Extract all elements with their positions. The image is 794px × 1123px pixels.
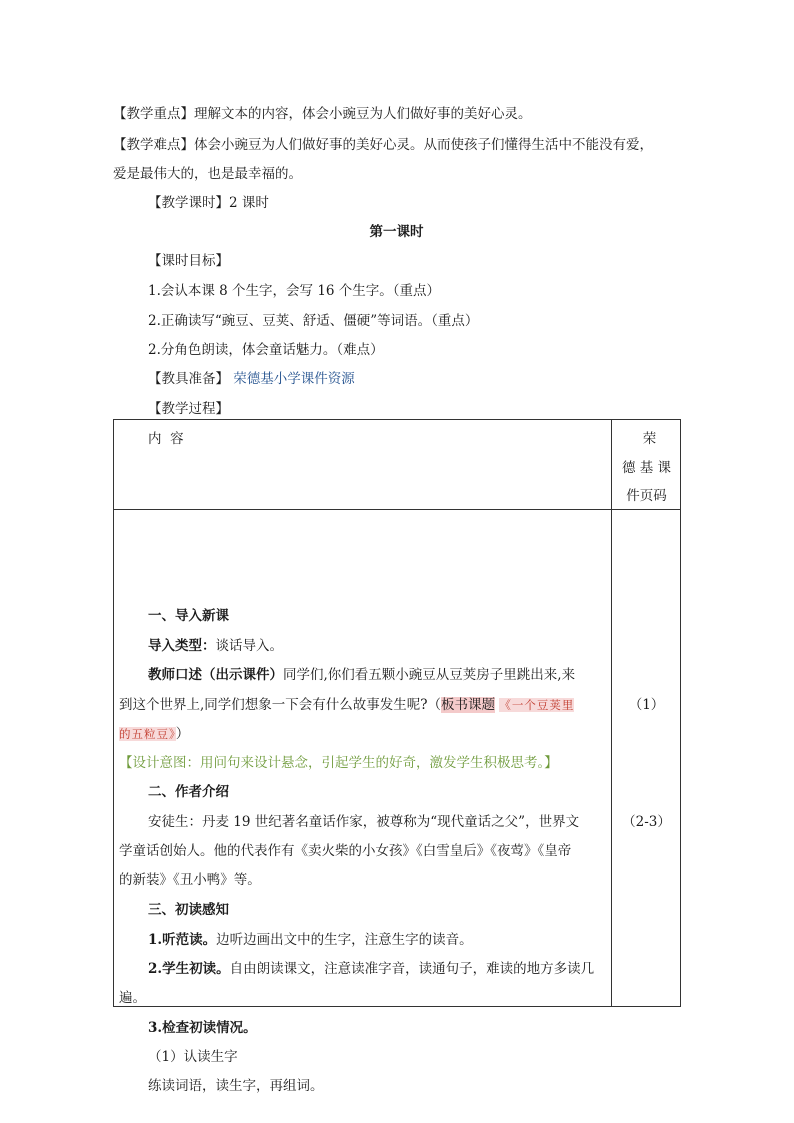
reading-item-1 <box>148 930 473 950</box>
item-2-label: 2.学生初读。 <box>148 961 230 977</box>
objective-item-2: 2.正确读写“豌豆、豆荚、舒适、僵硬”等词语。（重点） <box>148 313 479 329</box>
page-header-line-2: 德 基 课 <box>621 460 672 476</box>
materials-label: 【教具准备】 <box>148 371 229 387</box>
item-1-label: 1.听范读。 <box>148 932 217 948</box>
item-1-text: 边听边画出文中的生字，注意生字的读音。 <box>216 932 473 948</box>
section-3-title: 三、初读感知 <box>148 902 229 918</box>
author-text-2: 学童话创始人。他的代表作有《卖火柴的小女孩》《白雪皇后》《夜莺》《皇帝 <box>119 843 572 859</box>
board-close: ） <box>175 726 190 742</box>
teacher-speech-2 <box>119 695 574 715</box>
reading-item-2-cont: 遍。 <box>119 990 146 1006</box>
materials <box>148 369 355 389</box>
objectives-label: 【课时目标】 <box>148 253 229 269</box>
design-intent: 【设计意图：用问句来设计悬念，引起学生的好奇，激发学生积极思考。】 <box>119 755 558 771</box>
intro-type-label: 导入类型： <box>148 638 216 654</box>
teaching-key-point <box>113 104 532 124</box>
page-body-cell <box>612 510 681 1007</box>
teacher-text-2: 到这个世界上,同学们想象一下会有什么故事发生呢?（ <box>119 697 442 713</box>
section-1-title: 一、导入新课 <box>148 608 229 624</box>
reading-item-3: 3.检查初读情况。 <box>148 1020 257 1036</box>
difficulty-text-2: 爱是最伟大的，也是最幸福的。 <box>113 166 302 182</box>
intro-type <box>148 636 283 656</box>
author-text-3: 的新装》《丑小鸭》等。 <box>119 872 261 888</box>
lesson-table <box>113 419 681 1094</box>
content-body-cell <box>114 510 612 1094</box>
objective-item-1: 1.会认本课 8 个生字，会写 16 个生字。（重点） <box>148 283 441 299</box>
lesson-title: 第一课时 <box>369 224 424 240</box>
sub-item-2: 练读词语，读生字，再组词。 <box>148 1078 324 1094</box>
teaching-difficulty <box>113 135 653 155</box>
page-header-line-1: 荣 <box>642 431 657 447</box>
item-2-text: 自由朗读课文，注意读准字音，读通句子，难读的地方多读几 <box>229 961 595 977</box>
page-ref-1: （1） <box>628 697 665 713</box>
sub-item-1: （1）认读生字 <box>148 1049 238 1065</box>
objective-item-3: 2.分角色朗读，体会童话魅力。（难点） <box>148 342 384 358</box>
difficulty-label: 【教学难点】 <box>113 137 194 153</box>
page-header-line-3: 件页码 <box>626 488 667 504</box>
materials-link[interactable]: 荣德基小学课件资源 <box>233 371 355 387</box>
reading-item-2 <box>148 959 594 979</box>
page-ref-2: （2-3） <box>622 814 671 830</box>
section-2-title: 二、作者介绍 <box>148 784 229 800</box>
table-body-row <box>114 510 681 1007</box>
content-header: 内 容 <box>148 431 184 447</box>
board-title-1: 《一个豆荚里 <box>499 698 575 712</box>
teacher-label: 教师口述（出示课件） <box>148 667 283 683</box>
board-title-2: 的五粒豆》 <box>119 727 176 741</box>
teacher-text-1: 同学们,你们看五颗小豌豆从豆荚房子里跳出来,来 <box>283 667 576 683</box>
process-label: 【教学过程】 <box>148 401 229 417</box>
teaching-hours: 【教学课时】2 课时 <box>148 195 269 211</box>
content-header-cell <box>114 420 612 510</box>
author-text-1: 安徒生：丹麦 19 世纪著名童话作家，被尊称为“现代童话之父”，世界文 <box>148 814 580 830</box>
teacher-speech-1 <box>148 665 575 685</box>
page-header-cell <box>612 420 681 510</box>
table-header-row <box>114 420 681 510</box>
intro-type-value: 谈话导入。 <box>215 638 283 654</box>
board-label: 板书课题 <box>441 697 496 713</box>
key-point-text: 理解文本的内容，体会小豌豆为人们做好事的美好心灵。 <box>194 106 532 122</box>
key-point-label: 【教学重点】 <box>113 106 194 122</box>
difficulty-text-1: 体会小豌豆为人们做好事的美好心灵。从而使孩子们懂得生活中不能没有爱， <box>194 137 653 153</box>
board-title-line-2 <box>119 724 189 744</box>
